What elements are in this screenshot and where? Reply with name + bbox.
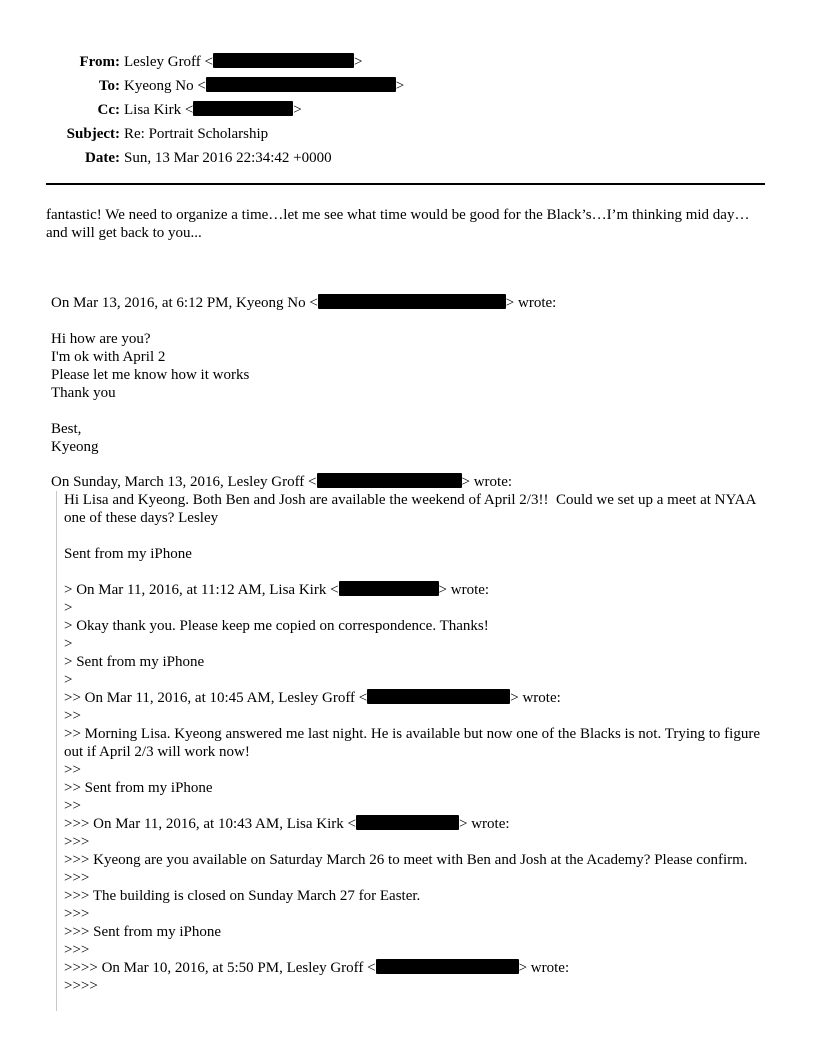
redacted-email bbox=[376, 959, 519, 974]
quote-line: > bbox=[64, 672, 73, 688]
quote-line: >>> bbox=[64, 942, 90, 958]
quote-line: >>> The building is closed on Sunday March 27 for Easter. bbox=[64, 888, 421, 904]
attribution-suffix: > wrote: bbox=[505, 295, 557, 311]
quote-line: > bbox=[64, 600, 73, 616]
redacted-email bbox=[356, 815, 459, 830]
quote-line: > Sent from my iPhone bbox=[64, 654, 205, 670]
quote-line bbox=[51, 402, 766, 420]
quote-line: >> Sent from my iPhone bbox=[64, 780, 213, 796]
attribution-suffix: > wrote: bbox=[518, 960, 570, 976]
redacted-email bbox=[339, 581, 439, 596]
quote-paragraph: >>> Kyeong are you available on Saturday March 26 to meet with Ben and Josh at the Academy? Please confirm. bbox=[64, 852, 748, 868]
from-label: From: bbox=[79, 54, 120, 70]
quote-attribution bbox=[51, 473, 512, 491]
attribution-text: > On Mar 11, 2016, at 11:12 AM, Lisa Kirk < bbox=[64, 582, 339, 598]
blank-line bbox=[64, 563, 776, 581]
nested-attribution bbox=[64, 959, 776, 977]
quote-line: >>> bbox=[64, 870, 90, 886]
cc-value: Lisa Kirk < > bbox=[124, 102, 302, 118]
redacted-email bbox=[193, 101, 293, 116]
quote-line: >> bbox=[64, 708, 81, 724]
nested-attribution bbox=[64, 815, 776, 833]
message-body: fantastic! We need to organize a time…let me see what time would be good for the Black’s…I’m thinking mid day…and will get back to you... bbox=[46, 207, 750, 241]
nested-attribution bbox=[64, 689, 776, 707]
redacted-email bbox=[213, 53, 354, 68]
quote-line: >> bbox=[64, 762, 81, 778]
date-label: Date: bbox=[85, 150, 120, 166]
quote-line: Kyeong bbox=[51, 439, 99, 455]
quote-line: Please let me know how it works bbox=[51, 367, 250, 383]
quote-line: Best, bbox=[51, 421, 82, 437]
quote-line: >>> bbox=[64, 834, 90, 850]
quote-line: I'm ok with April 2 bbox=[51, 349, 166, 365]
subject-value: Re: Portrait Scholarship bbox=[124, 126, 269, 142]
quote-line: Hi how are you? bbox=[51, 331, 151, 347]
to-name: Kyeong No bbox=[124, 78, 194, 94]
quote-paragraph: Hi Lisa and Kyeong. Both Ben and Josh are available the weekend of April 2/3!! Could we set up a meet at NYAA one of these days? Lesley bbox=[64, 492, 760, 526]
quote-line: >> bbox=[64, 798, 81, 814]
attribution-text: On Mar 13, 2016, at 6:12 PM, Kyeong No < bbox=[51, 295, 318, 311]
header-divider bbox=[46, 183, 765, 185]
attribution-text: On Sunday, March 13, 2016, Lesley Groff < bbox=[51, 474, 317, 490]
redacted-email bbox=[206, 77, 396, 92]
date-value: Sun, 13 Mar 2016 22:34:42 +0000 bbox=[124, 150, 332, 166]
quote-line: >>> bbox=[64, 906, 90, 922]
from-name: Lesley Groff bbox=[124, 54, 201, 70]
quote-paragraph: >> Morning Lisa. Kyeong answered me last night. He is available but now one of the Blacks is not. Trying to figure out if April 2/3 will work now! bbox=[64, 726, 764, 760]
quote-line: > bbox=[64, 636, 73, 652]
attribution-suffix: > wrote: bbox=[461, 474, 513, 490]
quote-line: Thank you bbox=[51, 385, 116, 401]
quote-line: >>> Sent from my iPhone bbox=[64, 924, 222, 940]
redacted-email bbox=[317, 473, 462, 488]
attribution-suffix: > wrote: bbox=[459, 816, 510, 832]
from-value: Lesley Groff < > bbox=[124, 54, 363, 70]
redacted-email bbox=[367, 689, 510, 704]
attribution-text: >>>> On Mar 10, 2016, at 5:50 PM, Lesley Groff < bbox=[64, 960, 376, 976]
quoted-message-1 bbox=[51, 294, 766, 456]
to-label: To: bbox=[98, 78, 120, 94]
cc-name: Lisa Kirk bbox=[124, 102, 182, 118]
attribution-suffix: > wrote: bbox=[510, 690, 561, 706]
to-value: Kyeong No < > bbox=[124, 78, 405, 94]
quoted-message-2 bbox=[56, 491, 776, 1011]
attribution-text: >>> On Mar 11, 2016, at 10:43 AM, Lisa Kirk < bbox=[64, 816, 357, 832]
redacted-email bbox=[318, 294, 506, 309]
quote-line: Sent from my iPhone bbox=[64, 546, 192, 562]
attribution-text: >> On Mar 11, 2016, at 10:45 AM, Lesley Groff < bbox=[64, 690, 368, 706]
cc-label: Cc: bbox=[97, 102, 120, 118]
attribution-suffix: > wrote: bbox=[438, 582, 490, 598]
subject-label: Subject: bbox=[66, 126, 120, 142]
blank-line bbox=[64, 527, 776, 545]
blank-line bbox=[51, 312, 766, 330]
quote-line: > Okay thank you. Please keep me copied on correspondence. Thanks! bbox=[64, 618, 489, 634]
quote-line: >>>> bbox=[64, 978, 98, 994]
quote-attribution bbox=[51, 294, 766, 312]
nested-attribution bbox=[64, 581, 776, 599]
